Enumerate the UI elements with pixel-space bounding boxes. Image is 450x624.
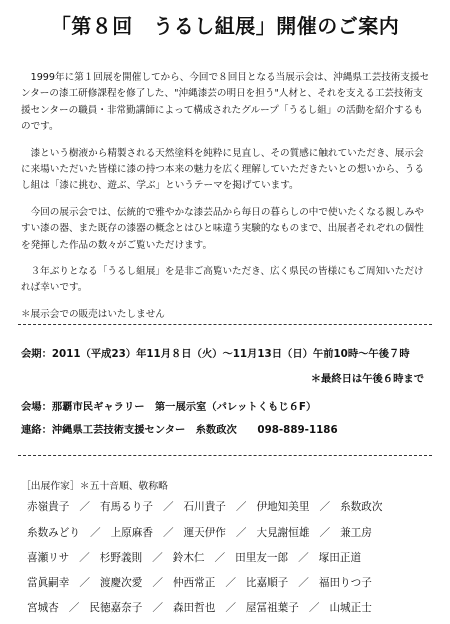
last-day-note: ＊最終日は午後６時まで — [310, 373, 424, 385]
name-separator: ／ — [162, 527, 174, 539]
name-separator: ／ — [214, 552, 226, 564]
intro-paragraph: ３年ぶりとなる「うるし組展」を是非ご高覧いただき、広く県民の皆様にもご周知いただければ幸いです。 — [21, 266, 424, 294]
sales-note: ＊展示会での販売はいたしません — [21, 308, 165, 320]
name-separator: ／ — [235, 501, 247, 513]
name-separator: ／ — [79, 552, 90, 564]
artist-name: 大見謝恒雄 — [256, 527, 310, 539]
name-separator: ／ — [298, 577, 309, 589]
artist-row — [27, 600, 427, 615]
artist-name: 糸数政次 — [340, 501, 383, 513]
artist-name: 兼工房 — [340, 527, 372, 539]
artist-name: 塚田正道 — [318, 552, 362, 564]
name-separator: ／ — [152, 602, 163, 614]
artist-name: 糸数みどり — [27, 527, 80, 539]
artist-name: 當眞嗣幸 — [27, 577, 70, 589]
artist-name: 喜瀬リサ — [27, 552, 70, 564]
artist-name: 有馬るり子 — [99, 501, 153, 513]
intro-paragraph: 今回の展示会では、伝統的で雅やかな漆芸品から毎日の暮らしの中で使いたくなる親しみやすい漆の器、また既存の漆器の概念とはひと味違う実験的なものまで、出展者それぞれの個性を発揮した作品の数々がご覧いただけます。 — [21, 206, 424, 251]
artist-name: 比嘉順子 — [245, 577, 289, 589]
artist-name: 山城正士 — [329, 602, 372, 614]
artist-name: 鈴木仁 — [172, 552, 205, 564]
name-separator: ／ — [152, 552, 163, 564]
artist-row — [27, 550, 427, 565]
artist-row — [27, 525, 427, 540]
intro-paragraph: 漆という樹液から精製される天然塗料を純粋に見直し、その質感に触れていただき、展示会に来場いただいた皆様に漆の持つ本来の魅力を広く理解していただきたいとの想いから、うるし組は「漆に挑む、遊ぶ、学ぶ」というテーマを掲げています。 — [21, 147, 424, 192]
artist-name: 上原麻香 — [110, 527, 153, 539]
artist-row — [27, 499, 427, 514]
artist-name: 伊地知美里 — [256, 501, 310, 513]
artists-heading: ［出展作家］＊五十音順、敬称略 — [21, 481, 168, 492]
artist-name: 運天伊作 — [183, 527, 226, 539]
name-separator: ／ — [298, 552, 309, 564]
artist-name: 赤嶺貴子 — [27, 501, 70, 513]
name-separator: ／ — [79, 577, 90, 589]
artist-name: 渡慶次愛 — [99, 577, 143, 589]
divider — [18, 455, 432, 456]
intro-section — [21, 70, 431, 333]
contact-info: 連絡：沖縄県工芸技術支援センター 糸数政次 098-889-1186 — [21, 424, 338, 436]
name-separator: ／ — [152, 577, 163, 589]
name-separator: ／ — [308, 602, 320, 614]
name-separator: ／ — [225, 577, 236, 589]
artist-name: 石川貴子 — [183, 501, 226, 513]
name-separator: ／ — [89, 527, 101, 539]
name-separator: ／ — [235, 527, 247, 539]
name-separator: ／ — [319, 527, 331, 539]
name-separator: ／ — [68, 602, 80, 614]
artist-name: 宮城杏 — [27, 602, 59, 614]
artist-name: 杉野義則 — [99, 552, 143, 564]
name-separator: ／ — [319, 501, 331, 513]
artist-name: 民徳嘉奈子 — [89, 602, 143, 614]
exhibition-venue: 会場：那覇市民ギャラリー 第一展示室（パレットくもじ６F） — [21, 401, 317, 413]
name-separator: ／ — [79, 501, 90, 513]
artist-name: 森田哲也 — [172, 602, 216, 614]
artist-name: 福田りつ子 — [318, 577, 372, 589]
artist-name: 仲西常正 — [172, 577, 216, 589]
name-separator: ／ — [225, 602, 236, 614]
divider — [18, 324, 432, 325]
artist-name: 田里友一郎 — [235, 552, 289, 564]
page-title: 「第８回 うるし組展」開催のご案内 — [50, 14, 400, 38]
exhibition-period: 会期：2011（平成23）年11月８日（火）〜11月13日（日）午前10時〜午後７時 — [21, 348, 410, 360]
name-separator: ／ — [162, 501, 174, 513]
artist-row — [27, 575, 427, 590]
artist-name: 屋冨祖葉子 — [245, 602, 299, 614]
intro-paragraph: 1999年に第１回展を開催してから、今回で８回目となる当展示会は、沖縄県工芸技術支援センターの漆工研修課程を修了した、"沖縄漆芸の明日を担う"人材と、それを支える工芸技術支援センターの職員・非常勤講師によって構成されたグループ「うるし組」の活動を紹介するものです。 — [21, 72, 430, 133]
